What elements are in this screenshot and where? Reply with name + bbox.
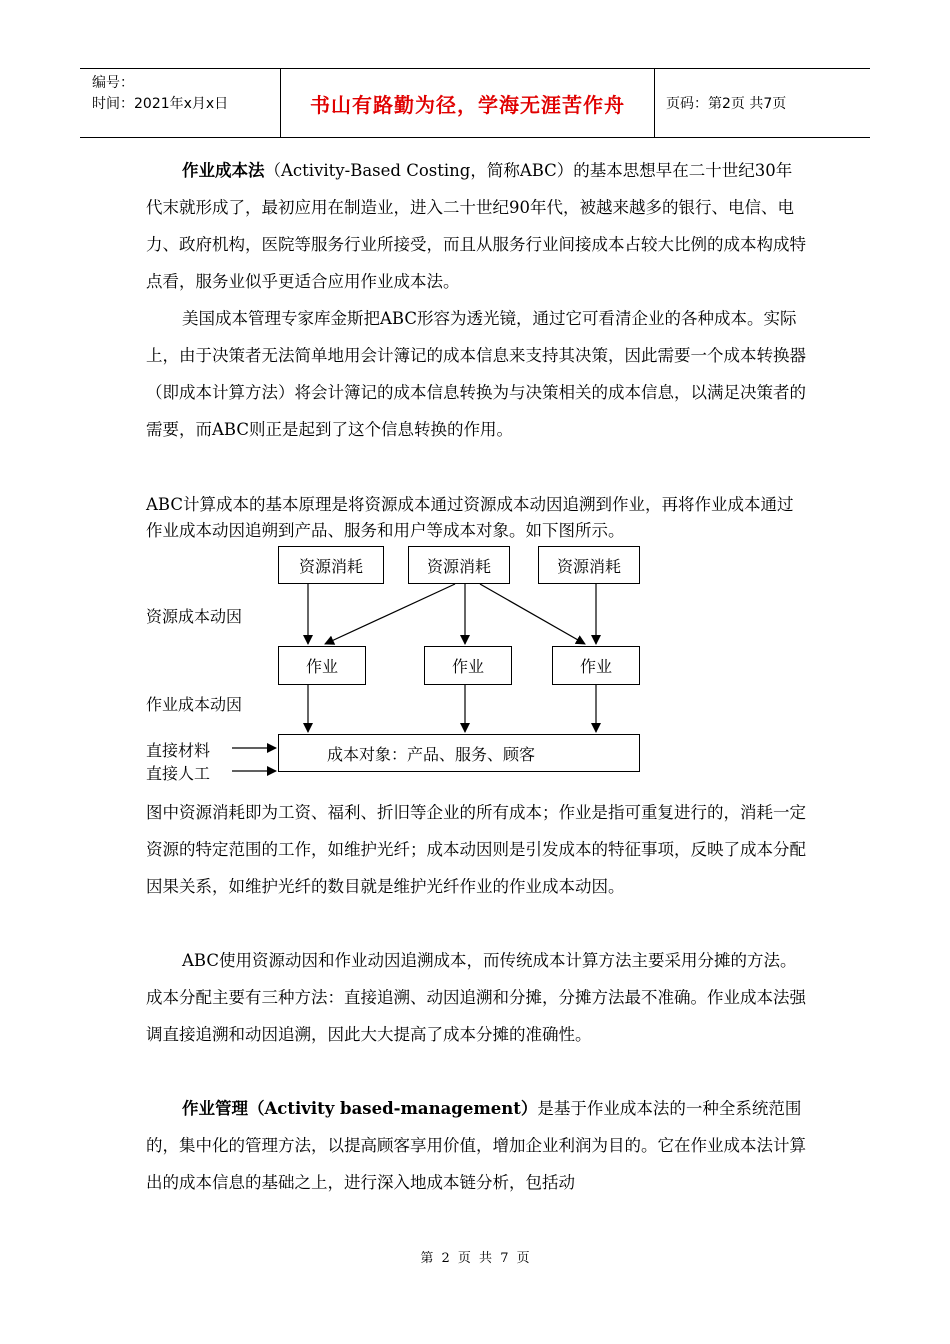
term-abc: 作业成本法 bbox=[182, 161, 265, 180]
activity-box-2: 作业 bbox=[424, 646, 512, 685]
label-activity-driver: 作业成本动因 bbox=[146, 695, 243, 714]
paragraph-lens bbox=[146, 300, 806, 448]
header-date: 时间：2021年x月x日 bbox=[92, 96, 229, 112]
header-page-code: 页码：第2页 共7页 bbox=[666, 96, 787, 112]
paragraph-abc-intro bbox=[146, 152, 806, 300]
paragraph-text: 图中资源消耗即为工资、福利、折旧等企业的所有成本；作业是指可重复进行的，消耗一定资源的特定范围的工作，如维护光纤；成本动因则是引发成本的特征事项，反映了成本分配因果关系，如维护光纤的数目就是维护光纤作业的作业成本动因。 bbox=[146, 803, 806, 896]
paragraph-text: 美国成本管理专家库金斯把ABC形容为透光镜，通过它可看清企业的各种成本。实际上，由于决策者无法简单地用会计簿记的成本信息来支持其决策，因此需要一个成本转换器（即成本计算方法）将会计簿记的成本信息转换为与决策相关的成本信息，以满足决策者的需要，而ABC则正是起到了这个信息转换的作用。 bbox=[146, 309, 806, 439]
header-meta bbox=[92, 73, 228, 115]
label-direct-labor: 直接人工 bbox=[146, 764, 211, 783]
paragraph-principle bbox=[146, 492, 806, 544]
arrow-resource2-activity1 bbox=[325, 584, 455, 644]
resource-box-3: 资源消耗 bbox=[538, 546, 640, 584]
header-motto: 书山有路勤为径，学海无涯苦作舟 bbox=[310, 93, 625, 117]
label-direct-material: 直接材料 bbox=[146, 741, 211, 760]
arrow-resource2-activity3 bbox=[480, 584, 585, 644]
activity-box-1: 作业 bbox=[278, 646, 366, 685]
paragraph-tracing bbox=[146, 942, 806, 1053]
paragraph-text: ABC使用资源动因和作业动因追溯成本，而传统成本计算方法主要采用分摊的方法。成本分配主要有三种方法：直接追溯、动因追溯和分摊，分摊方法最不准确。作业成本法强调直接追溯和动因追溯，因此大大提高了成本分摊的准确性。 bbox=[146, 951, 806, 1044]
header-divider bbox=[654, 69, 655, 137]
resource-box-2: 资源消耗 bbox=[408, 546, 510, 584]
paragraph-text: ABC计算成本的基本原理是将资源成本通过资源成本动因追溯到作业，再将作业成本通过作业成本动因追朔到产品、服务和用户等成本对象。如下图所示。 bbox=[146, 495, 794, 540]
paragraph-abm bbox=[146, 1090, 806, 1201]
label-resource-driver: 资源成本动因 bbox=[146, 607, 243, 626]
header-number: 编号： bbox=[92, 75, 134, 91]
activity-box-3: 作业 bbox=[552, 646, 640, 685]
page-header bbox=[80, 68, 870, 138]
paragraph-text: 是基于作业成本法的一种全系统范围的，集中化的管理方法，以提高顾客享用价值，增加企业利润为目的。它在作业成本法计算出的成本信息的基础之上，进行深入地成本链分析，包括动 bbox=[146, 1099, 806, 1192]
term-abm: 作业管理（Activity based-management） bbox=[182, 1099, 538, 1118]
cost-object-box: 成本对象：产品、服务、顾客 bbox=[278, 734, 640, 772]
resource-box-1: 资源消耗 bbox=[278, 546, 384, 584]
abc-flow-diagram bbox=[140, 540, 660, 783]
paragraph-text: （Activity-Based Costing，简称ABC）的基本思想早在二十世纪30年代末就形成了，最初应用在制造业，进入二十世纪90年代，被越来越多的银行、电信、电力、政府机构，医院等服务行业所接受，而且从服务行业间接成本占较大比例的成本构成特点看，服务业似乎更适合应用作业成本法。 bbox=[146, 161, 806, 291]
page-footer: 第 2 页 共 7 页 bbox=[420, 1251, 530, 1266]
paragraph-explanation bbox=[146, 794, 806, 905]
